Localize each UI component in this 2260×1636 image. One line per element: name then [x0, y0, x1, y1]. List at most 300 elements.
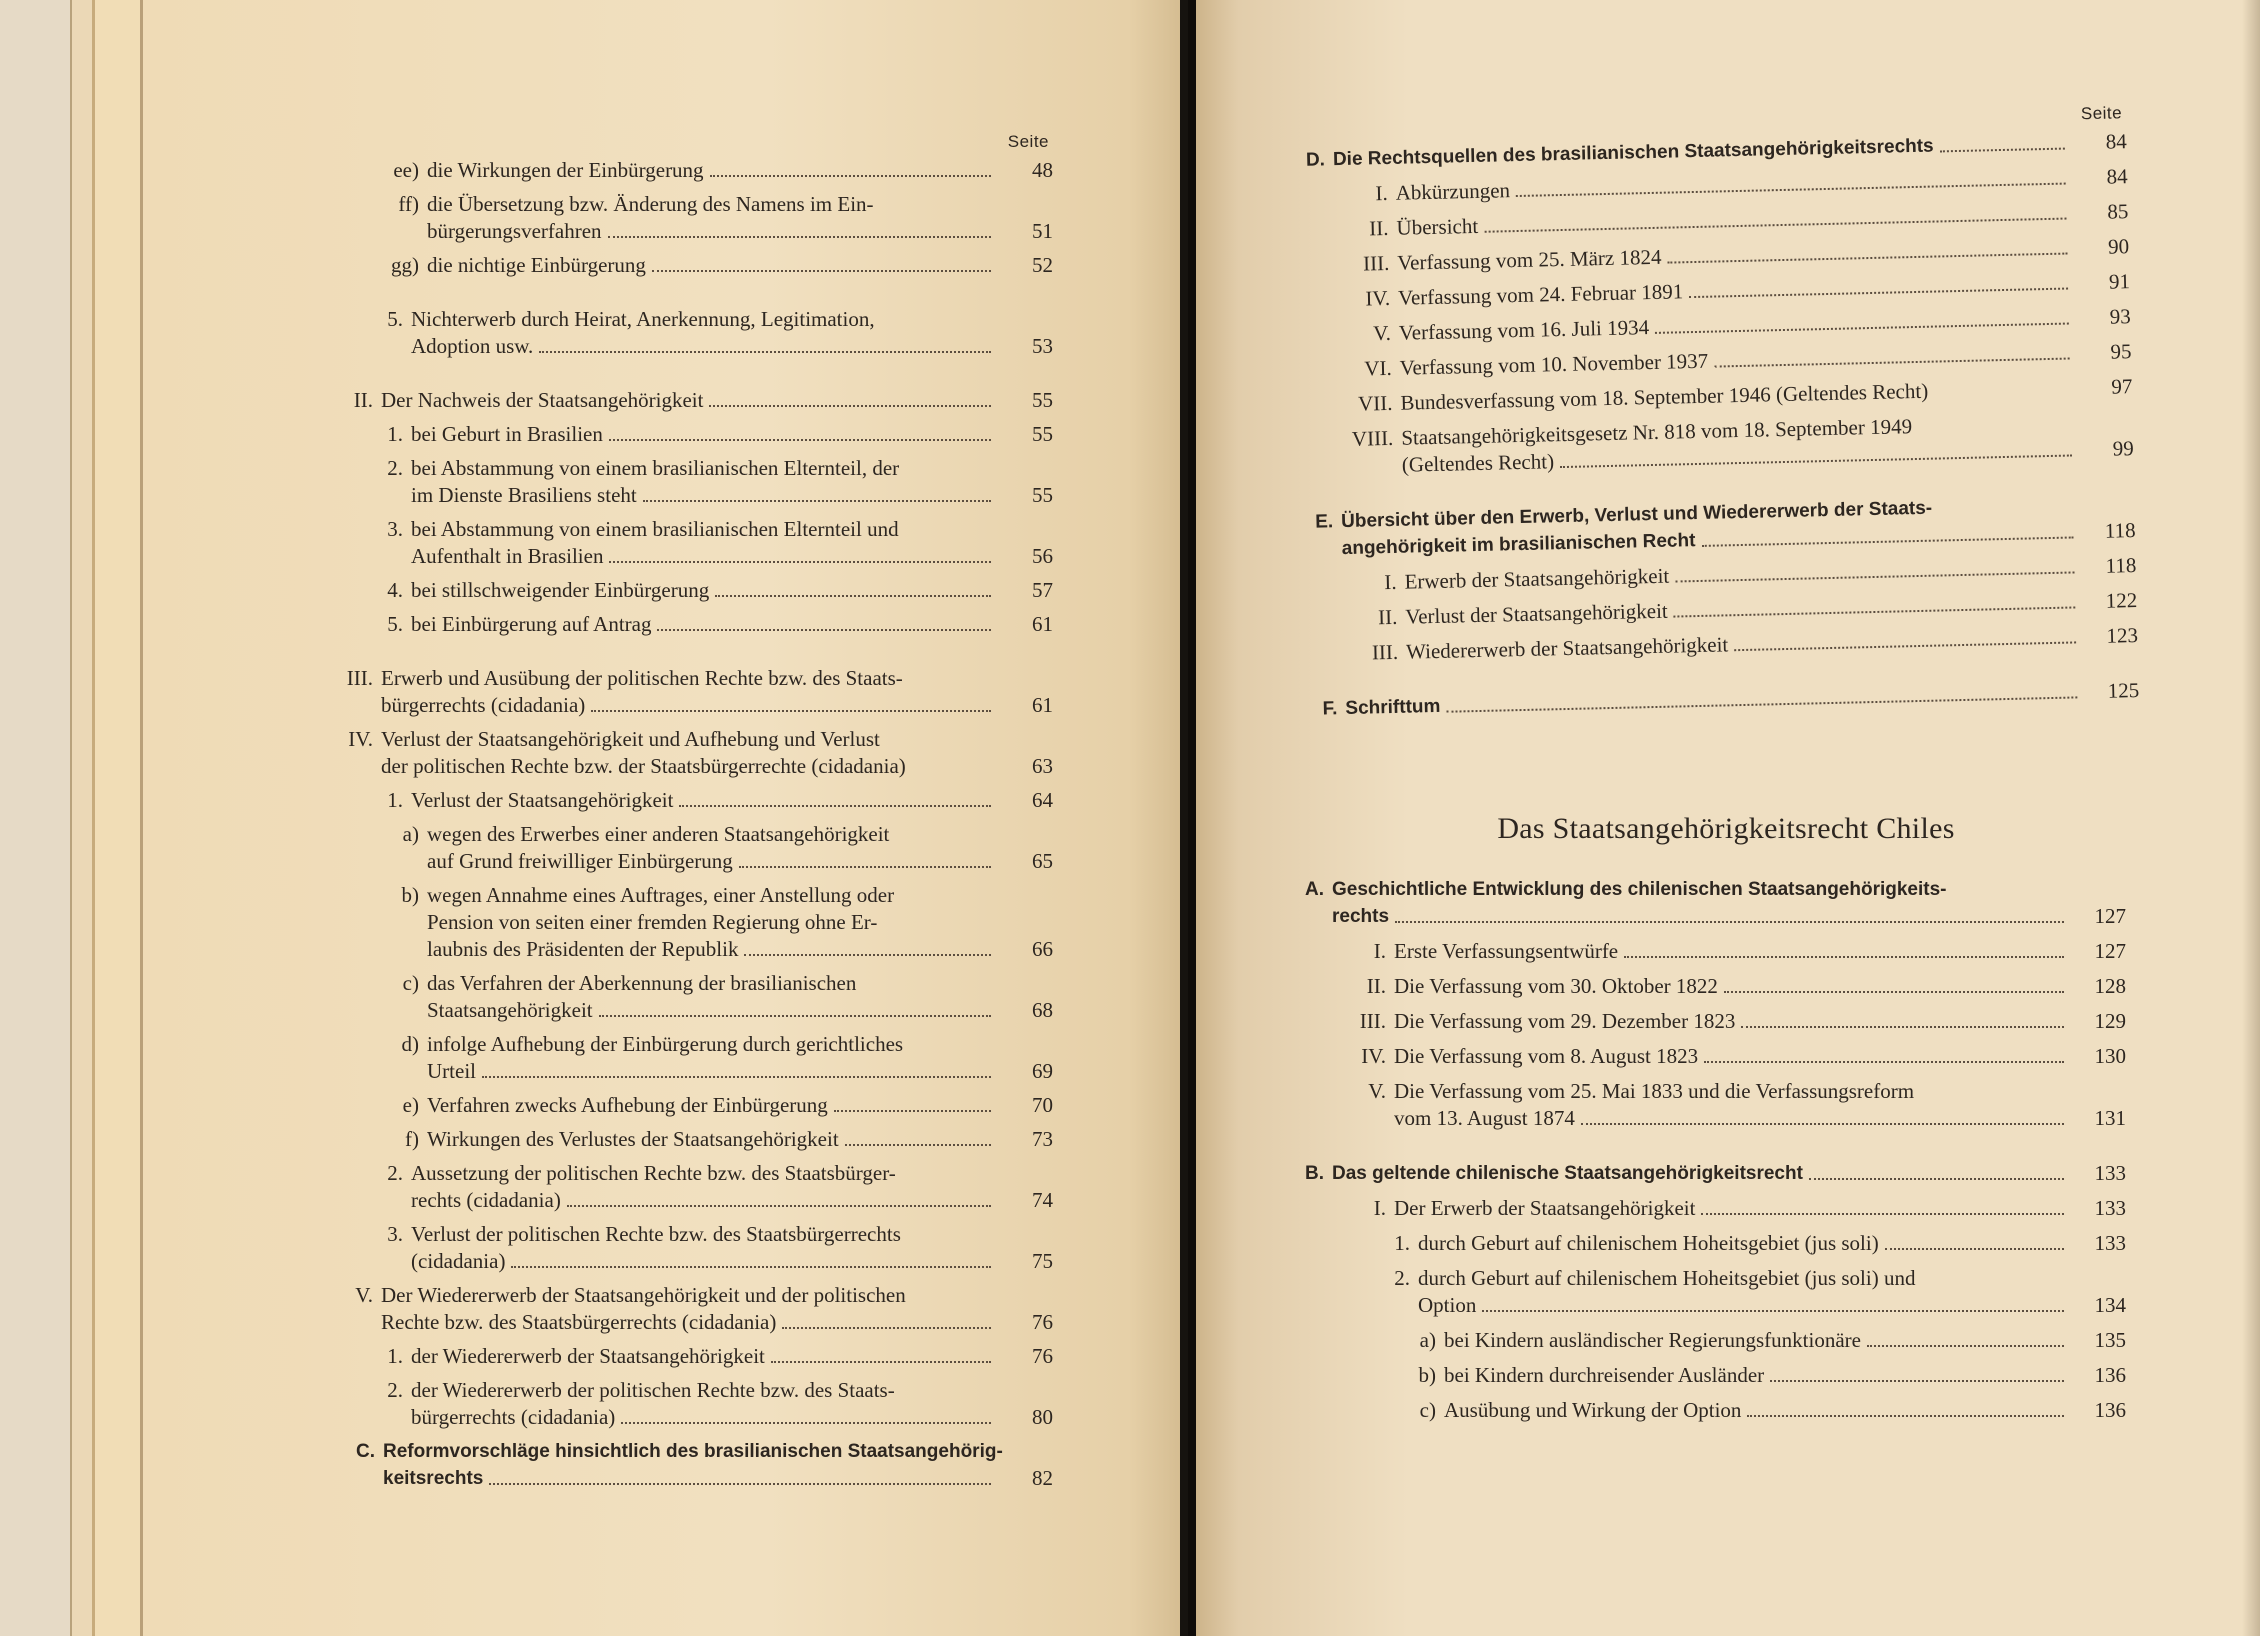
toc-page-number: 48	[1032, 158, 1053, 182]
toc-gap	[323, 286, 1053, 306]
toc-entry-text	[1394, 1043, 2126, 1070]
toc-entry-text	[411, 516, 1053, 570]
toc-page-number: 136	[2094, 1363, 2126, 1387]
toc-line: Aufenthalt in Brasilien	[411, 544, 604, 568]
dot-leader	[1624, 956, 2064, 958]
toc-entry-number: ff)	[398, 192, 419, 216]
toc-line: die Wirkungen der Einbürgerung	[427, 158, 704, 182]
toc-line: Die Verfassung vom 29. Dezember 1823	[1394, 1009, 1736, 1033]
toc-entry-number: VII.	[1357, 390, 1393, 416]
toc-entry-text	[1444, 1362, 2126, 1389]
dot-leader	[567, 1205, 991, 1207]
toc-line: wegen Annahme eines Auftrages, einer Anstellung oder	[427, 883, 895, 907]
toc-entry	[1296, 1008, 2126, 1035]
toc-line: Verfassung vom 24. Februar 1891	[1397, 279, 1684, 310]
toc-page-number: 91	[2108, 269, 2131, 294]
toc-line: Verlust der politischen Rechte bzw. des Staatsbürgerrechts	[411, 1222, 901, 1246]
toc-entry-text	[427, 1031, 1053, 1085]
toc-entry-text	[1394, 973, 2126, 1000]
toc-page-number: 118	[2105, 553, 2137, 578]
toc-entry-text	[1332, 876, 2126, 930]
dot-leader	[1940, 148, 2065, 153]
dot-leader	[1516, 183, 2066, 197]
toc-entry	[1296, 938, 2126, 965]
page-edge-stack	[0, 0, 70, 1636]
dot-leader	[710, 175, 991, 177]
toc-entry-text	[381, 387, 1053, 414]
toc-entry-text	[383, 1438, 1053, 1492]
toc-page-number: 136	[2094, 1398, 2126, 1422]
toc-page-number: 70	[1032, 1093, 1053, 1117]
toc-entry-number: IV.	[348, 727, 373, 751]
toc-page-number: 57	[1032, 578, 1053, 602]
toc-page-number: 75	[1032, 1249, 1053, 1273]
toc-page-number: 76	[1032, 1310, 1053, 1334]
dot-leader	[1675, 571, 2074, 582]
toc-line: bürgerungsverfahren	[427, 219, 602, 243]
toc-line: Übersicht über den Erwerb, Verlust und Wiedererwerb der Staats-	[1340, 497, 1933, 533]
toc-entry	[1296, 1265, 2126, 1319]
toc-entry-text	[427, 191, 1053, 245]
dot-leader	[1689, 288, 2068, 299]
toc-line: Verlust der Staatsangehörigkeit	[1405, 598, 1668, 629]
toc-entry	[323, 821, 1053, 875]
dot-leader	[657, 629, 991, 631]
dot-leader	[834, 1110, 991, 1112]
toc-page-number: 129	[2094, 1009, 2126, 1033]
toc-entry-number: II.	[353, 388, 373, 412]
toc-entry-number: d)	[401, 1032, 419, 1056]
toc-entry-text	[411, 1221, 1053, 1275]
toc-entry-text	[427, 157, 1053, 184]
toc-entry	[1296, 1362, 2126, 1389]
page-edge-stack	[70, 0, 94, 1636]
toc-line: bei Kindern ausländischer Regierungsfunktionäre	[1444, 1328, 1861, 1352]
toc-page-number: 99	[2112, 436, 2134, 461]
toc-entry-number: III.	[1371, 639, 1399, 665]
dot-leader	[482, 1076, 991, 1078]
toc-line: Übersicht	[1396, 213, 1479, 240]
toc-entry-number: gg)	[391, 253, 419, 277]
dot-leader	[1581, 1123, 2064, 1125]
toc-line: Aussetzung der politischen Rechte bzw. des Staatsbürger-	[411, 1161, 896, 1185]
toc-entry-number: III.	[1359, 1009, 1386, 1033]
toc-page-number: 61	[1032, 693, 1053, 717]
left-page	[140, 0, 1180, 1636]
dot-leader	[643, 500, 991, 502]
toc-entry	[1303, 408, 2134, 481]
toc-line: der Wiedererwerb der Staatsangehörigkeit	[411, 1344, 765, 1368]
toc-entry-number: 2.	[387, 456, 403, 480]
dot-leader	[621, 1422, 991, 1424]
toc-entry	[323, 882, 1053, 963]
toc-page-number: 51	[1032, 219, 1053, 243]
toc-line: bei Abstammung von einem brasilianischen Elternteil, der	[411, 456, 900, 480]
toc-entry-text	[1394, 1078, 2126, 1132]
toc-page-number: 55	[1032, 483, 1053, 507]
toc-page-number: 52	[1032, 253, 1053, 277]
toc-entry-number: II.	[1366, 974, 1386, 998]
toc-entry	[323, 726, 1053, 780]
toc-entry	[1296, 973, 2126, 1000]
toc-line: Option	[1418, 1293, 1477, 1317]
dot-leader	[1446, 696, 2077, 712]
toc-entry-number: I.	[1375, 180, 1388, 206]
dot-leader	[1714, 358, 2069, 368]
toc-line: rechts	[1332, 906, 1390, 927]
toc-line: Staatsangehörigkeit	[427, 998, 593, 1022]
toc-entry-number: V.	[1372, 320, 1392, 346]
toc-line: die Übersetzung bzw. Änderung des Namens im Ein-	[427, 192, 874, 216]
toc-line: Reformvorschläge hinsichtlich des brasilianischen Staatsangehörig-	[383, 1441, 1003, 1462]
toc-page-number: 135	[2094, 1328, 2126, 1352]
toc-entry	[323, 611, 1053, 638]
toc-entry-text	[1332, 1160, 2126, 1187]
toc-page-number: 134	[2094, 1293, 2126, 1317]
toc-entry-text	[411, 1343, 1053, 1370]
toc-entry-number: IV.	[1361, 1044, 1386, 1068]
toc-page-number: 95	[2110, 339, 2132, 364]
toc-line: Wirkungen des Verlustes der Staatsangehörigkeit	[427, 1127, 839, 1151]
section-title: Das Staatsangehörigkeitsrecht Chiles	[1497, 812, 1955, 845]
toc-entry	[1296, 1397, 2126, 1424]
toc-line: Geschichtliche Entwicklung des chilenischen Staatsangehörigkeits-	[1332, 879, 1947, 900]
toc-entry-number: C.	[356, 1441, 375, 1462]
toc-line: laubnis des Präsidenten der Republik	[427, 937, 739, 961]
toc-gap	[1296, 1140, 2126, 1160]
toc-page-number: 55	[1032, 422, 1053, 446]
toc-page-number: 90	[2107, 234, 2130, 259]
toc-entry-number: III.	[1362, 250, 1390, 276]
toc-line: Bundesverfassung vom 18. September 1946 (Geltendes Recht)	[1400, 378, 1929, 415]
dot-leader	[782, 1327, 991, 1329]
right-toc-brazil	[1296, 99, 2140, 731]
toc-entry-text	[427, 970, 1053, 1024]
toc-line: Verlust der Staatsangehörigkeit	[411, 788, 674, 812]
dot-leader	[1674, 606, 2076, 617]
toc-entry	[1296, 876, 2126, 930]
dot-leader	[1482, 1310, 2064, 1312]
toc-line: die nichtige Einbürgerung	[427, 253, 646, 277]
dot-leader	[1668, 253, 2068, 264]
toc-line: Der Erwerb der Staatsangehörigkeit	[1394, 1196, 1696, 1220]
toc-entry	[1296, 1195, 2126, 1222]
toc-line: Nichterwerb durch Heirat, Anerkennung, Legitimation,	[411, 307, 875, 331]
dot-leader	[1734, 641, 2076, 651]
toc-line: bei stillschweigender Einbürgerung	[411, 578, 710, 602]
toc-line: Pension von seiten einer fremden Regierung ohne Er-	[427, 910, 878, 934]
toc-entry-number: III.	[346, 666, 373, 690]
dot-leader	[739, 866, 991, 868]
toc-page-number: 69	[1032, 1059, 1053, 1083]
toc-entry	[323, 455, 1053, 509]
toc-page-number: 64	[1032, 788, 1053, 812]
right-toc-chile	[1296, 876, 2126, 1432]
toc-gap	[323, 645, 1053, 665]
toc-entry-text	[411, 1160, 1053, 1214]
toc-entry-text	[1418, 1265, 2126, 1319]
toc-entry	[323, 516, 1053, 570]
toc-entry-text	[427, 821, 1053, 875]
dot-leader	[1885, 1248, 2064, 1250]
dot-leader	[489, 1483, 991, 1485]
toc-page-number: 127	[2094, 904, 2126, 928]
toc-entry-number: E.	[1314, 511, 1334, 533]
toc-entry-text	[427, 1126, 1053, 1153]
dot-leader	[1747, 1415, 2064, 1417]
toc-page-number: 56	[1032, 544, 1053, 568]
toc-entry	[323, 421, 1053, 448]
toc-entry-text	[427, 882, 1053, 963]
toc-page-number: 131	[2094, 1106, 2126, 1130]
right-page	[1188, 0, 2260, 1636]
toc-entry-text	[1394, 1195, 2126, 1222]
toc-page-number: 74	[1032, 1188, 1053, 1212]
dot-leader	[652, 270, 991, 272]
toc-line: Verlust der Staatsangehörigkeit und Aufhebung und Verlust	[381, 727, 880, 751]
toc-entry-number: b)	[1418, 1363, 1436, 1387]
toc-entry-number: I.	[1384, 569, 1397, 595]
page-edge-stack	[92, 0, 143, 1636]
toc-line: der Wiedererwerb der politischen Rechte bzw. des Staats-	[411, 1378, 895, 1402]
toc-line: Urteil	[427, 1059, 476, 1083]
toc-page-number: 63	[1032, 754, 1053, 778]
toc-entry-text	[1444, 1327, 2126, 1354]
toc-line: Verfassung vom 16. Juli 1934	[1398, 315, 1650, 345]
toc-line: im Dienste Brasiliens steht	[411, 483, 637, 507]
toc-gap	[323, 367, 1053, 387]
toc-page-number: 55	[1032, 388, 1053, 412]
toc-page-number: 65	[1032, 849, 1053, 873]
toc-entry	[323, 1343, 1053, 1370]
toc-entry	[323, 1092, 1053, 1119]
dot-leader	[1809, 1178, 2064, 1180]
dot-leader	[845, 1144, 991, 1146]
dot-leader	[709, 405, 991, 407]
toc-line: angehörigkeit im brasilianischen Recht	[1341, 530, 1696, 560]
toc-entry-number: 3.	[387, 1222, 403, 1246]
toc-entry	[323, 1438, 1053, 1492]
toc-entry-number: a)	[1419, 1328, 1436, 1352]
toc-entry-number: VI.	[1364, 355, 1392, 381]
toc-entry-number: 1.	[1394, 1231, 1410, 1255]
toc-line: Der Wiedererwerb der Staatsangehörigkeit und der politischen	[381, 1283, 906, 1307]
toc-entry-number: I.	[1373, 1196, 1386, 1220]
toc-entry-number: V.	[1368, 1079, 1386, 1103]
toc-page-number: 93	[2109, 304, 2131, 329]
dot-leader	[1867, 1345, 2064, 1347]
toc-line: (Geltendes Recht)	[1401, 449, 1555, 477]
dot-leader	[744, 954, 991, 956]
dot-leader	[1560, 454, 2072, 468]
toc-entry-text	[427, 252, 1053, 279]
toc-entry-number: 5.	[387, 612, 403, 636]
toc-line: keitsrechts	[383, 1468, 484, 1489]
toc-page-number: 76	[1032, 1344, 1053, 1368]
toc-line: der politischen Rechte bzw. der Staatsbürgerrechte (cidadania)	[381, 754, 906, 778]
toc-page-number: 127	[2094, 939, 2126, 963]
toc-entry	[323, 191, 1053, 245]
dot-leader	[1704, 1061, 2064, 1063]
toc-entry-number: c)	[402, 971, 419, 995]
toc-line: durch Geburt auf chilenischem Hoheitsgebiet (jus soli) und	[1418, 1266, 1916, 1290]
toc-line: Der Nachweis der Staatsangehörigkeit	[381, 388, 704, 412]
toc-line: Die Verfassung vom 30. Oktober 1822	[1394, 974, 1718, 998]
toc-page-number: 133	[2094, 1161, 2126, 1185]
toc-page-number: 84	[2106, 164, 2128, 189]
dot-leader	[1655, 323, 2069, 334]
seite-label: Seite	[2080, 103, 2123, 124]
toc-entry	[323, 1126, 1053, 1153]
dot-leader	[599, 1015, 991, 1017]
toc-entry	[323, 970, 1053, 1024]
toc-page-number: 122	[2105, 588, 2138, 613]
toc-line: Staatsangehörigkeitsgesetz Nr. 818 vom 18. September 1949	[1401, 414, 1913, 450]
toc-entry	[323, 157, 1053, 184]
toc-line: bei Abstammung von einem brasilianischen Elternteil und	[411, 517, 899, 541]
toc-entry	[1296, 1230, 2126, 1257]
toc-entry-number: II.	[1369, 215, 1389, 241]
toc-line: Die Verfassung vom 8. August 1823	[1394, 1044, 1699, 1068]
dot-leader	[679, 805, 991, 807]
toc-entry	[1296, 1043, 2126, 1070]
toc-entry-number: 5.	[387, 307, 403, 331]
toc-entry	[323, 306, 1053, 360]
dot-leader	[539, 351, 991, 353]
toc-page-number: 97	[2111, 374, 2133, 399]
dot-leader	[609, 439, 991, 441]
toc-page-number: 61	[1032, 612, 1053, 636]
toc-entry-number: 3.	[387, 517, 403, 541]
toc-page-number: 68	[1032, 998, 1053, 1022]
toc-line: Wiedererwerb der Staatsangehörigkeit	[1405, 632, 1729, 664]
toc-entry-text	[411, 455, 1053, 509]
toc-entry-number: I.	[1373, 939, 1386, 963]
toc-line: Erste Verfassungsentwürfe	[1394, 939, 1619, 963]
dot-leader	[1741, 1026, 2064, 1028]
toc-entry	[323, 252, 1053, 279]
toc-entry-number: IV.	[1365, 285, 1391, 311]
dot-leader	[608, 236, 991, 238]
toc-page-number: 84	[2105, 129, 2128, 154]
dot-leader	[771, 1361, 991, 1363]
toc-entry-text	[411, 787, 1053, 814]
toc-entry	[1296, 1078, 2126, 1132]
toc-page-number: 125	[2107, 678, 2140, 703]
toc-line: Die Rechtsquellen des brasilianischen Staatsangehörigkeitsrechts	[1332, 135, 1934, 171]
dot-leader	[511, 1266, 991, 1268]
toc-page-number: 82	[1032, 1466, 1053, 1490]
toc-page-number: 118	[2104, 518, 2136, 543]
toc-entry-number: B.	[1305, 1163, 1324, 1184]
toc-entry-text	[381, 665, 1053, 719]
toc-line: wegen des Erwerbes einer anderen Staatsangehörigkeit	[427, 822, 890, 846]
toc-entry	[323, 1377, 1053, 1431]
toc-entry	[323, 1160, 1053, 1214]
toc-entry-number: A.	[1305, 879, 1324, 900]
toc-entry-number: ee)	[393, 158, 419, 182]
toc-line: das Verfahren der Aberkennung der brasilianischen	[427, 971, 857, 995]
dot-leader	[1724, 991, 2064, 993]
toc-entry	[1296, 1160, 2126, 1187]
toc-entry	[323, 665, 1053, 719]
toc-page-number: 85	[2107, 199, 2129, 224]
toc-page-number: 130	[2094, 1044, 2126, 1068]
toc-line: infolge Aufhebung der Einbürgerung durch gerichtliches	[427, 1032, 904, 1056]
toc-entry-number: a)	[402, 822, 419, 846]
toc-line: Ausübung und Wirkung der Option	[1444, 1398, 1742, 1422]
toc-line: auf Grund freiwilliger Einbürgerung	[427, 849, 733, 873]
toc-entry	[323, 1221, 1053, 1275]
toc-entry-number: 2.	[387, 1378, 403, 1402]
toc-entry	[323, 577, 1053, 604]
toc-line: Verfahren zwecks Aufhebung der Einbürgerung	[427, 1093, 828, 1117]
toc-line: bürgerrechts (cidadania)	[411, 1405, 616, 1429]
toc-line: rechts (cidadania)	[411, 1188, 561, 1212]
toc-entry-number: e)	[402, 1093, 419, 1117]
toc-entry-text	[1394, 938, 2126, 965]
toc-entry-text	[1418, 1230, 2126, 1257]
toc-line: Das geltende chilenische Staatsangehörigkeitsrecht	[1332, 1163, 1803, 1184]
toc-entry-text	[1401, 408, 2134, 479]
toc-entry-text	[381, 1282, 1053, 1336]
toc-entry	[323, 387, 1053, 414]
toc-line: Verfassung vom 25. März 1824	[1397, 244, 1662, 275]
dot-leader	[591, 710, 991, 712]
toc-entry-number: 1.	[387, 1344, 403, 1368]
left-toc	[323, 128, 1053, 1499]
toc-entry-text	[427, 1092, 1053, 1119]
toc-line: bürgerrechts (cidadania)	[381, 693, 586, 717]
toc-page-number: 133	[2094, 1231, 2126, 1255]
toc-line: Verfassung vom 10. November 1937	[1399, 348, 1709, 380]
toc-entry-number: 2.	[387, 1161, 403, 1185]
toc-entry-text	[411, 1377, 1053, 1431]
dot-leader	[1770, 1380, 2064, 1382]
dot-leader	[1701, 1213, 2064, 1215]
toc-entry-number: 1.	[387, 788, 403, 812]
dot-leader	[1484, 218, 2066, 233]
toc-line: bei Kindern durchreisender Ausländer	[1444, 1363, 1765, 1387]
toc-line: Rechte bzw. des Staatsbürgerrechts (cidadania)	[381, 1310, 777, 1334]
seite-label: Seite	[1007, 132, 1049, 151]
toc-entry-number: 1.	[387, 422, 403, 446]
toc-line: bei Geburt in Brasilien	[411, 422, 603, 446]
toc-line: vom 13. August 1874	[1394, 1106, 1575, 1130]
toc-line: Adoption usw.	[411, 334, 534, 358]
dot-leader	[609, 561, 991, 563]
toc-entry-number: II.	[1377, 604, 1398, 630]
toc-line: bei Einbürgerung auf Antrag	[411, 612, 652, 636]
toc-line: durch Geburt auf chilenischem Hoheitsgebiet (jus soli)	[1418, 1231, 1879, 1255]
toc-entry-number: 4.	[387, 578, 403, 602]
toc-entry-text	[411, 611, 1053, 638]
toc-line: Erwerb der Staatsangehörigkeit	[1404, 563, 1670, 594]
toc-line: Die Verfassung vom 25. Mai 1833 und die Verfassungsreform	[1394, 1079, 1915, 1103]
toc-entry-number: F.	[1322, 698, 1338, 720]
toc-entry-number: V.	[355, 1283, 373, 1307]
toc-page-number: 123	[2106, 623, 2139, 648]
toc-entry	[323, 1282, 1053, 1336]
dot-leader	[1395, 921, 2064, 923]
toc-entry-number: f)	[405, 1127, 419, 1151]
toc-entry-text	[411, 306, 1053, 360]
toc-page-number: 66	[1032, 937, 1053, 961]
toc-entry-text	[1444, 1397, 2126, 1424]
toc-page-number: 53	[1032, 334, 1053, 358]
toc-entry-number: 2.	[1394, 1266, 1410, 1290]
toc-line: (cidadania)	[411, 1249, 506, 1273]
